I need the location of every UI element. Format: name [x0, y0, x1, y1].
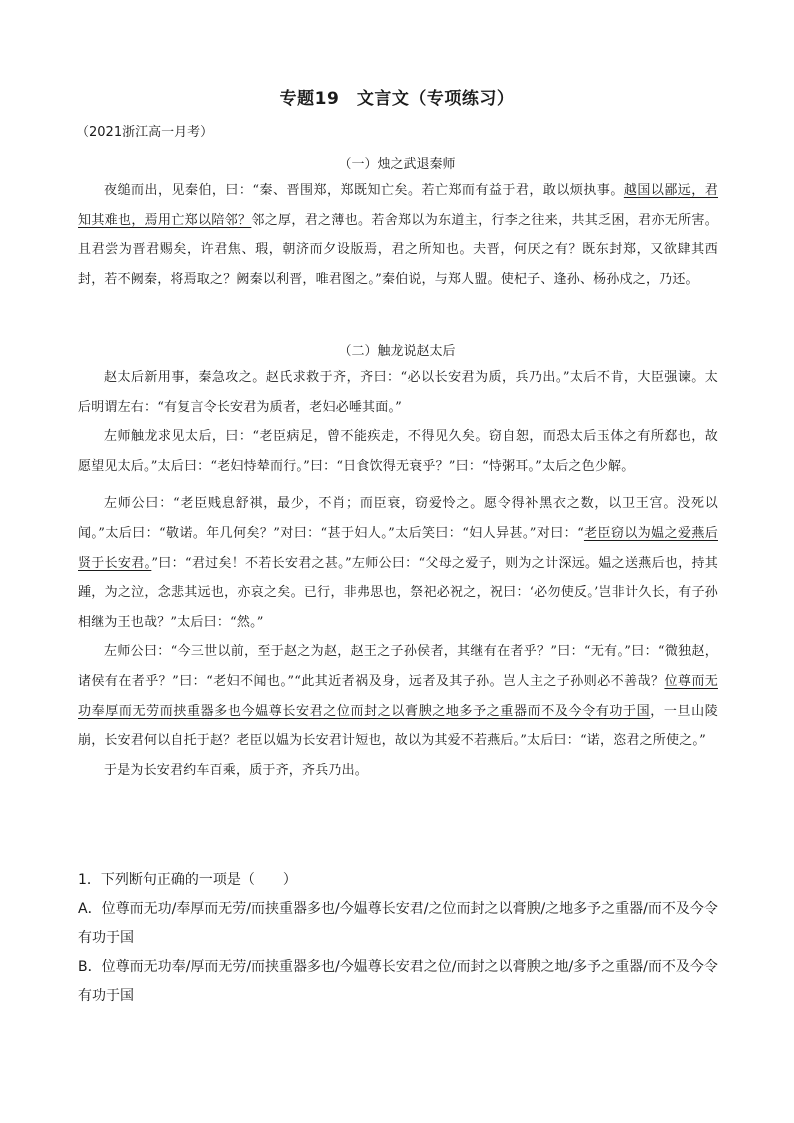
passage2-text [78, 363, 718, 785]
passage1-paragraph: 夜缒而出，见秦伯，曰：“秦、晋围郑，郑既知亡矣。若亡郑而有益于君，敢以烦执事。越国以鄙远，君知其难也，焉用亡郑以陪邻？邻之厚，君之薄也。若舍郑以为东道主，行李之往来，共其乏困，君亦无所害。且君尝为晋君赐矣，许君焦、瑕，朝济而夕设版焉，君之所知也。夫晋，何厌之有？既东封郑，又欲肆其西封，若不阙秦，将焉取之？阙秦以利晋，唯君图之。”秦伯说，与郑人盟。使杞子、逢孙、杨孙戍之，乃还。 [78, 183, 718, 287]
passage2-paragraph-2: 左师触龙求见太后，曰：“老臣病足，曾不能疾走，不得见久矣。窃自恕，而恐太后玉体之有所郄也，故愿望见太后。”太后曰：“老妇恃辇而行。”曰：“日食饮得无衰乎？”曰：“恃粥耳。”太后之色少解。 [78, 429, 718, 474]
passage2-paragraph-5: 于是为长安君约车百乘，质于齐，齐兵乃出。 [104, 762, 369, 778]
underlined-sentence: 老臣窃以为媪之爱燕后贤于长安君。 [78, 525, 718, 571]
page-title: 专题19 文言文（专项练习） [279, 89, 515, 109]
question-stem: 1．下列断句正确的一项是（ ） [78, 872, 297, 888]
option-b[interactable]: B．位尊而无功奉/厚而无劳/而挟重器多也/今媪尊长安君之位/而封之以膏腴之地/多予之重器/而不及今令有功于国 [78, 959, 718, 1004]
passage1-title: （一）烛之武退秦师 [338, 157, 456, 172]
option-a[interactable]: A．位尊而无功/奉厚而无劳/而挟重器多也/今媪尊长安君/之位而封之以膏腴/之地多予之重器/而不及今令有功于国 [78, 901, 718, 946]
passage1-text [78, 176, 718, 294]
passage2-paragraph-4: 左师公曰：“今三世以前，至于赵之为赵，赵王之子孙侯者，其继有在者乎？”曰：“无有。”曰：“微独赵，诸侯有在者乎？”曰：“老妇不闻也。”“此其近者祸及身，远者及其子孙。岂人主之子孙则必不善哉？位尊而无功奉厚而无劳而挟重器多也今媪尊长安君之位而封之以膏腴之地多予之重器而不及今令有功于国，一旦山陵崩，长安君何以自托于赵？老臣以媪为长安君计短也，故以为其爱不若燕后。”太后曰：“诺，恣君之所使之。” [78, 644, 718, 749]
underlined-sentence: 位尊而无功奉厚而无劳而挟重器多也今媪尊长安君之位而封之以膏腴之地多予之重器而不及今令有功于国 [78, 673, 718, 719]
underlined-sentence: 越国以鄙远，君知其难也，焉用亡郑以陪邻？ [78, 183, 718, 228]
exam-source: （2021浙江高一月考） [76, 125, 214, 140]
question-1 [78, 866, 718, 1011]
passage2-paragraph-1: 赵太后新用事，秦急攻之。赵氏求救于齐，齐曰：“必以长安君为质，兵乃出。”太后不肯，大臣强谏。太后明谓左右：“有复言令长安君为质者，老妇必唾其面。” [78, 370, 718, 415]
passage2-paragraph-3: 左师公曰：“老臣贱息舒祺，最少，不肖；而臣衰，窃爱怜之。愿令得补黑衣之数，以卫王宫。没死以闻。”太后曰：“敬诺。年几何矣？”对曰：“甚于妇人。”太后笑曰：“妇人异甚。”对曰：“老臣窃以为媪之爱燕后贤于长安君。”曰：“君过矣！不若长安君之甚。”左师公曰：“父母之爱子，则为之计深远。媪之送燕后也，持其踵，为之泣，念悲其远也，亦哀之矣。已行，非弗思也，祭祀必祝之，祝曰：‘必勿使反。’岂非计久长，有子孙相继为王也哉？”太后曰：“然。” [78, 496, 718, 630]
passage2-title: （二）触龙说赵太后 [338, 344, 456, 359]
